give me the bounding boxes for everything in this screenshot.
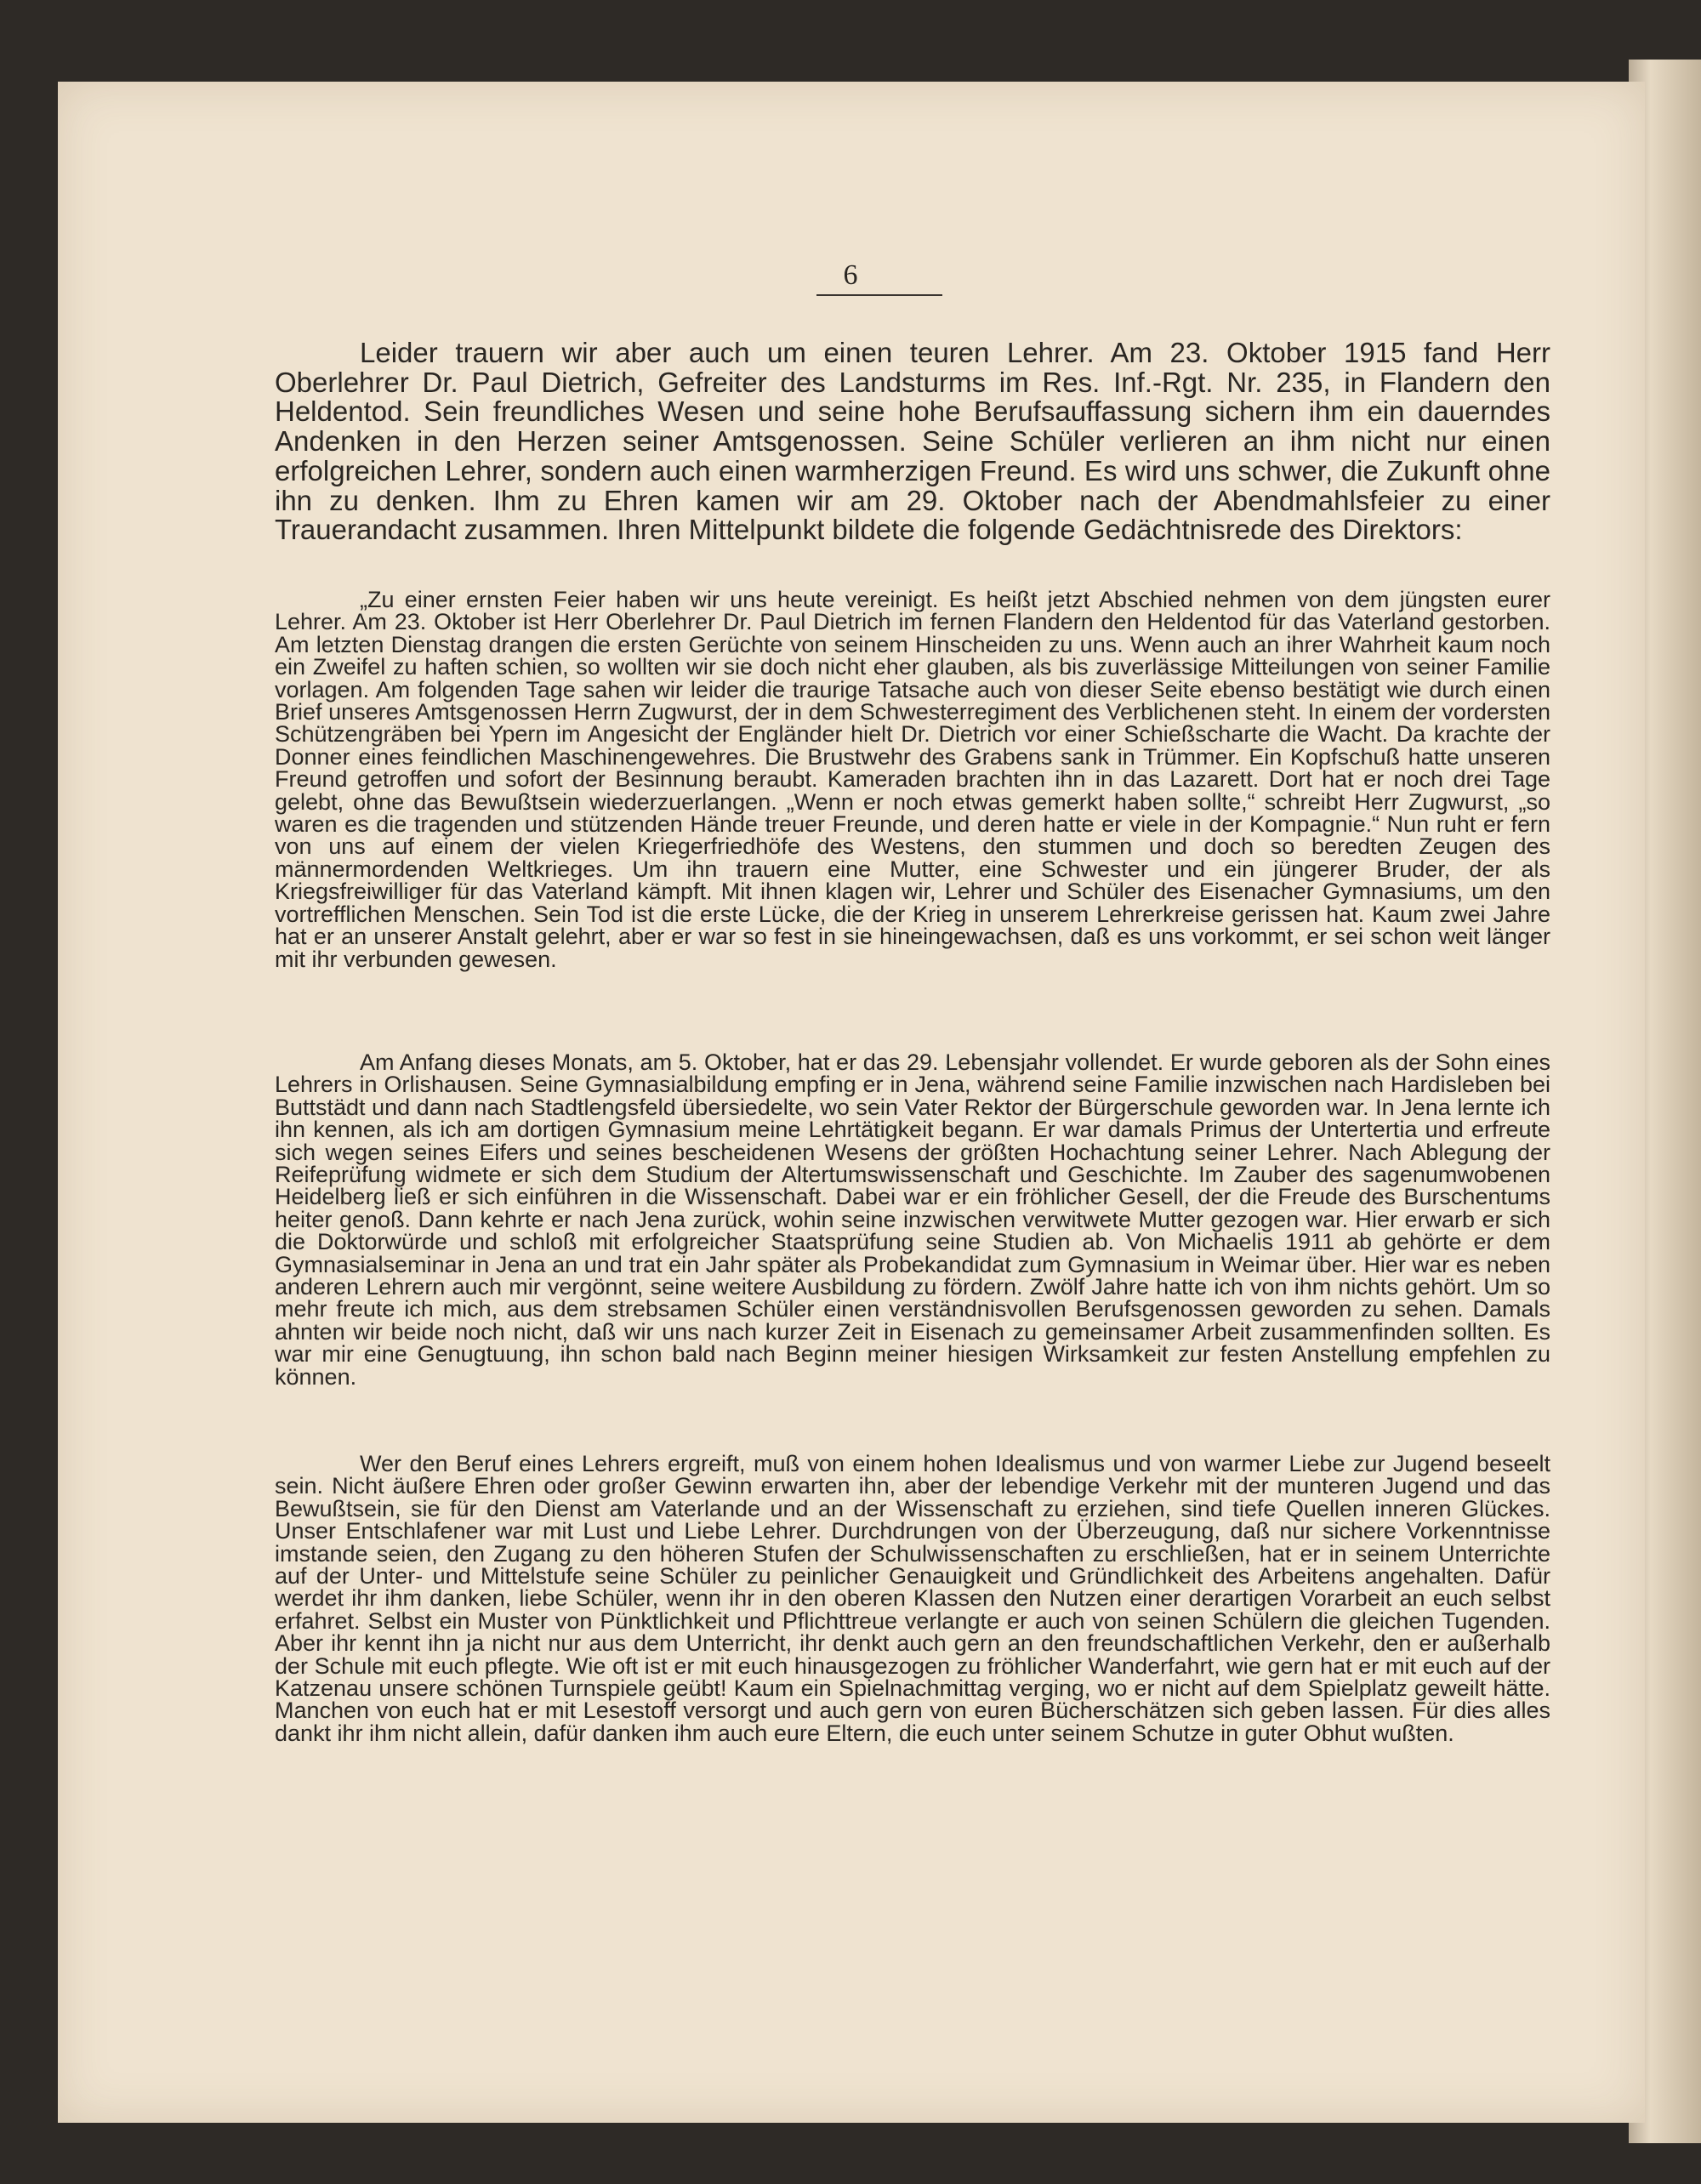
speech-paragraph-2: Am Anfang dieses Monats, am 5. Oktober, hat er das 29. Lebensjahr vollendet. Er wurde geboren als der Sohn eines Lehrers in Orlishausen. Seine Gymnasialbildung empfing er in Jena, während seine Familie inzwischen nach Hardisleben bei Buttstädt und dann nach Stadtlengsfeld übersiedelte, wo sein Vater Rektor der Bürgerschule geworden war. In Jena lernte ich ihn kennen, als ich am dortigen Gymnasium meine Lehrtätigkeit begann. Er war damals Primus der Untertertia und erfreute sich wegen seines Eifers und seines bescheidenen Wesens der größten Hochachtung seiner Lehrer. Nach Ablegung der Reifeprüfung widmete er sich dem Studium der Altertumswissenschaft und Geschichte. Im Zauber des sagenumwobenen Heidelberg ließ er sich einführen in die Wissenschaft. Dabei war er ein fröhlicher Gesell, der die Freude des Burschentums heiter genoß. Dann kehrte er nach Jena zurück, wohin seine inzwischen verwitwete Mutter gezogen war. Hier erwarb er sich die Doktorwürde und schloß mit erfolgreicher Staatsprüfung seine Studien ab. Von Michaelis 1911 ab gehörte er dem Gymnasialseminar in Jena an und trat ein Jahr später als Probekandidat zum Gymnasium in Weimar über. Hier war es neben anderen Lehrern auch mir vergönnt, seine weitere Ausbildung zu fördern. Zwölf Jahre hatte ich von ihm nichts gehört. Um so mehr freute ich mich, aus dem strebsamen Schüler einen verständnisvollen Berufsgenossen geworden zu sehen. Damals ahnten wir beide noch nicht, daß wir uns nach kurzer Zeit in Eisenach zu gemeinsamer Arbeit zusammenfinden sollten. Es war mir eine Genugtuung, ihn schon bald nach Beginn meiner hiesigen Wirksamkeit zur festen Anstellung empfehlen zu können. xyxy=(275,1049,1550,1390)
intro-paragraph: Leider trauern wir aber auch um einen teuren Lehrer. Am 23. Oktober 1915 fand Herr Oberlehrer Dr. Paul Dietrich, Gefreiter des Landsturms im Res. Inf.-Rgt. Nr. 235, in Flandern den Heldentod. Sein freundliches Wesen und seine hohe Berufsauffassung sichern ihm ein dauerndes Andenken in den Herzen seiner Amtsgenossen. Seine Schüler verlieren an ihm nicht nur einen erfolgreichen Lehrer, sondern auch einen warmherzigen Freund. Es wird uns schwer, die Zukunft ohne ihn zu denken. Ihm zu Ehren kamen wir am 29. Oktober nach der Abendmahlsfeier zu einer Trauerandacht zusammen. Ihren Mittelpunkt bildete die folgende Gedächtnisrede des Direktors: xyxy=(275,337,1550,546)
page-number: 6 xyxy=(843,259,858,291)
bleed-through-mark xyxy=(1208,1833,1412,1850)
page-number-rule xyxy=(816,294,942,296)
speech-paragraph-3: Wer den Beruf eines Lehrers ergreift, muß von einem hohen Idealismus und von warmer Liebe zur Jugend beseelt sein. Nicht äußere Ehren oder großer Gewinn erwarten ihn, aber der lebendige Verkehr mit der munteren Jugend und das Bewußtsein, sie für den Dienst am Vaterlande und an der Wissenschaft zu erziehen, sind tiefe Quellen inneren Glückes. Unser Entschlafener war mit Lust und Liebe Lehrer. Durchdrungen von der Überzeugung, daß nur sichere Vorkenntnisse imstande seien, den Zugang zu den höheren Stufen der Schulwissenschaften zu erschließen, hat er in seinem Unterrichte auf der Unter- und Mittelstufe seine Schüler zu peinlicher Genauigkeit und Gründlichkeit des Arbeitens angehalten. Dafür werdet ihr ihm danken, liebe Schüler, wenn ihr in den oberen Klassen den Nutzen einer derartigen Vorarbeit an euch selbst erfahret. Selbst ein Muster von Pünktlichkeit und Pflichttreue verlangte er auch von seinen Schülern die gleichen Tugenden. Aber ihr kennt ihn ja nicht nur aus dem Unterricht, ihr denkt auch gern an den freundschaftlichen Verkehr, den er außerhalb der Schule mit euch pflegte. Wie oft ist er mit euch hinausgezogen zu fröhlicher Wanderfahrt, wie gern hat er mit euch auf der Katzenau unsere schönen Turnspiele geübt! Kaum ein Spielnachmittag verging, wo er nicht auf dem Spielplatz geweilt hätte. Manchen von euch hat er mit Lesestoff versorgt und auch gern von euren Bücherschätzen sich geben lassen. Für dies alles dankt ihr ihm nicht allein, dafür danken ihm auch eure Eltern, die euch unter seinem Schutze in guter Obhut wußten. xyxy=(275,1451,1550,1746)
speech-paragraph-1: „Zu einer ernsten Feier haben wir uns heute vereinigt. Es heißt jetzt Abschied nehmen von dem jüngsten eurer Lehrer. Am 23. Oktober ist Herr Oberlehrer Dr. Paul Dietrich im fernen Flandern den Heldentod für das Vaterland gestorben. Am letzten Dienstag drangen die ersten Gerüchte von seinem Hinscheiden zu uns. Wenn auch an ihrer Wahrheit kaum noch ein Zweifel zu haften schien, so wollten wir sie doch nicht eher glauben, als bis zuverlässige Mitteilungen von seiner Familie vorlagen. Am folgenden Tage sahen wir leider die traurige Tatsache auch von dieser Seite ebenso bestätigt wie durch einen Brief unseres Amtsgenossen Herrn Zugwurst, der in dem Schwesterregiment des Verblichenen steht. In einem der vordersten Schützengräben bei Ypern im Angesicht der Engländer hielt Dr. Dietrich vor einer Schießscharte die Wacht. Da krachte der Donner eines feindlichen Maschinengewehres. Die Brustwehr des Grabens sank in Trümmer. Ein Kopfschuß hatte unseren Freund getroffen und sofort der Besinnung beraubt. Kameraden brachten ihn in das Lazarett. Dort hat er noch drei Tage gelebt, ohne das Bewußtsein wiederzuerlangen. „Wenn er noch etwas gemerkt haben sollte,“ schreibt Herr Zugwurst, „so waren es die tragenden und stützenden Hände treuer Freunde, und deren hatte er viele in der Kompagnie.“ Nun ruht er fern von uns auf einem der vielen Kriegerfriedhöfe des Westens, den stummen und doch so beredten Zeugen des männermordenden Weltkrieges. Um ihn trauern eine Mutter, eine Schwester und ein jüngerer Bruder, der als Kriegsfreiwilliger für das Vaterland kämpft. Mit ihnen klagen wir, Lehrer und Schüler des Eisenacher Gymnasiums, um den vortrefflichen Menschen. Sein Tod ist die erste Lücke, die der Krieg in unserem Lehrerkreise gerissen hat. Kaum zwei Jahre hat er an unserer Anstalt gelehrt, aber er war so fest in sie hineingewachsen, daß es uns vorkommt, er sei schon weit länger mit ihr verbunden gewesen. xyxy=(275,587,1550,972)
